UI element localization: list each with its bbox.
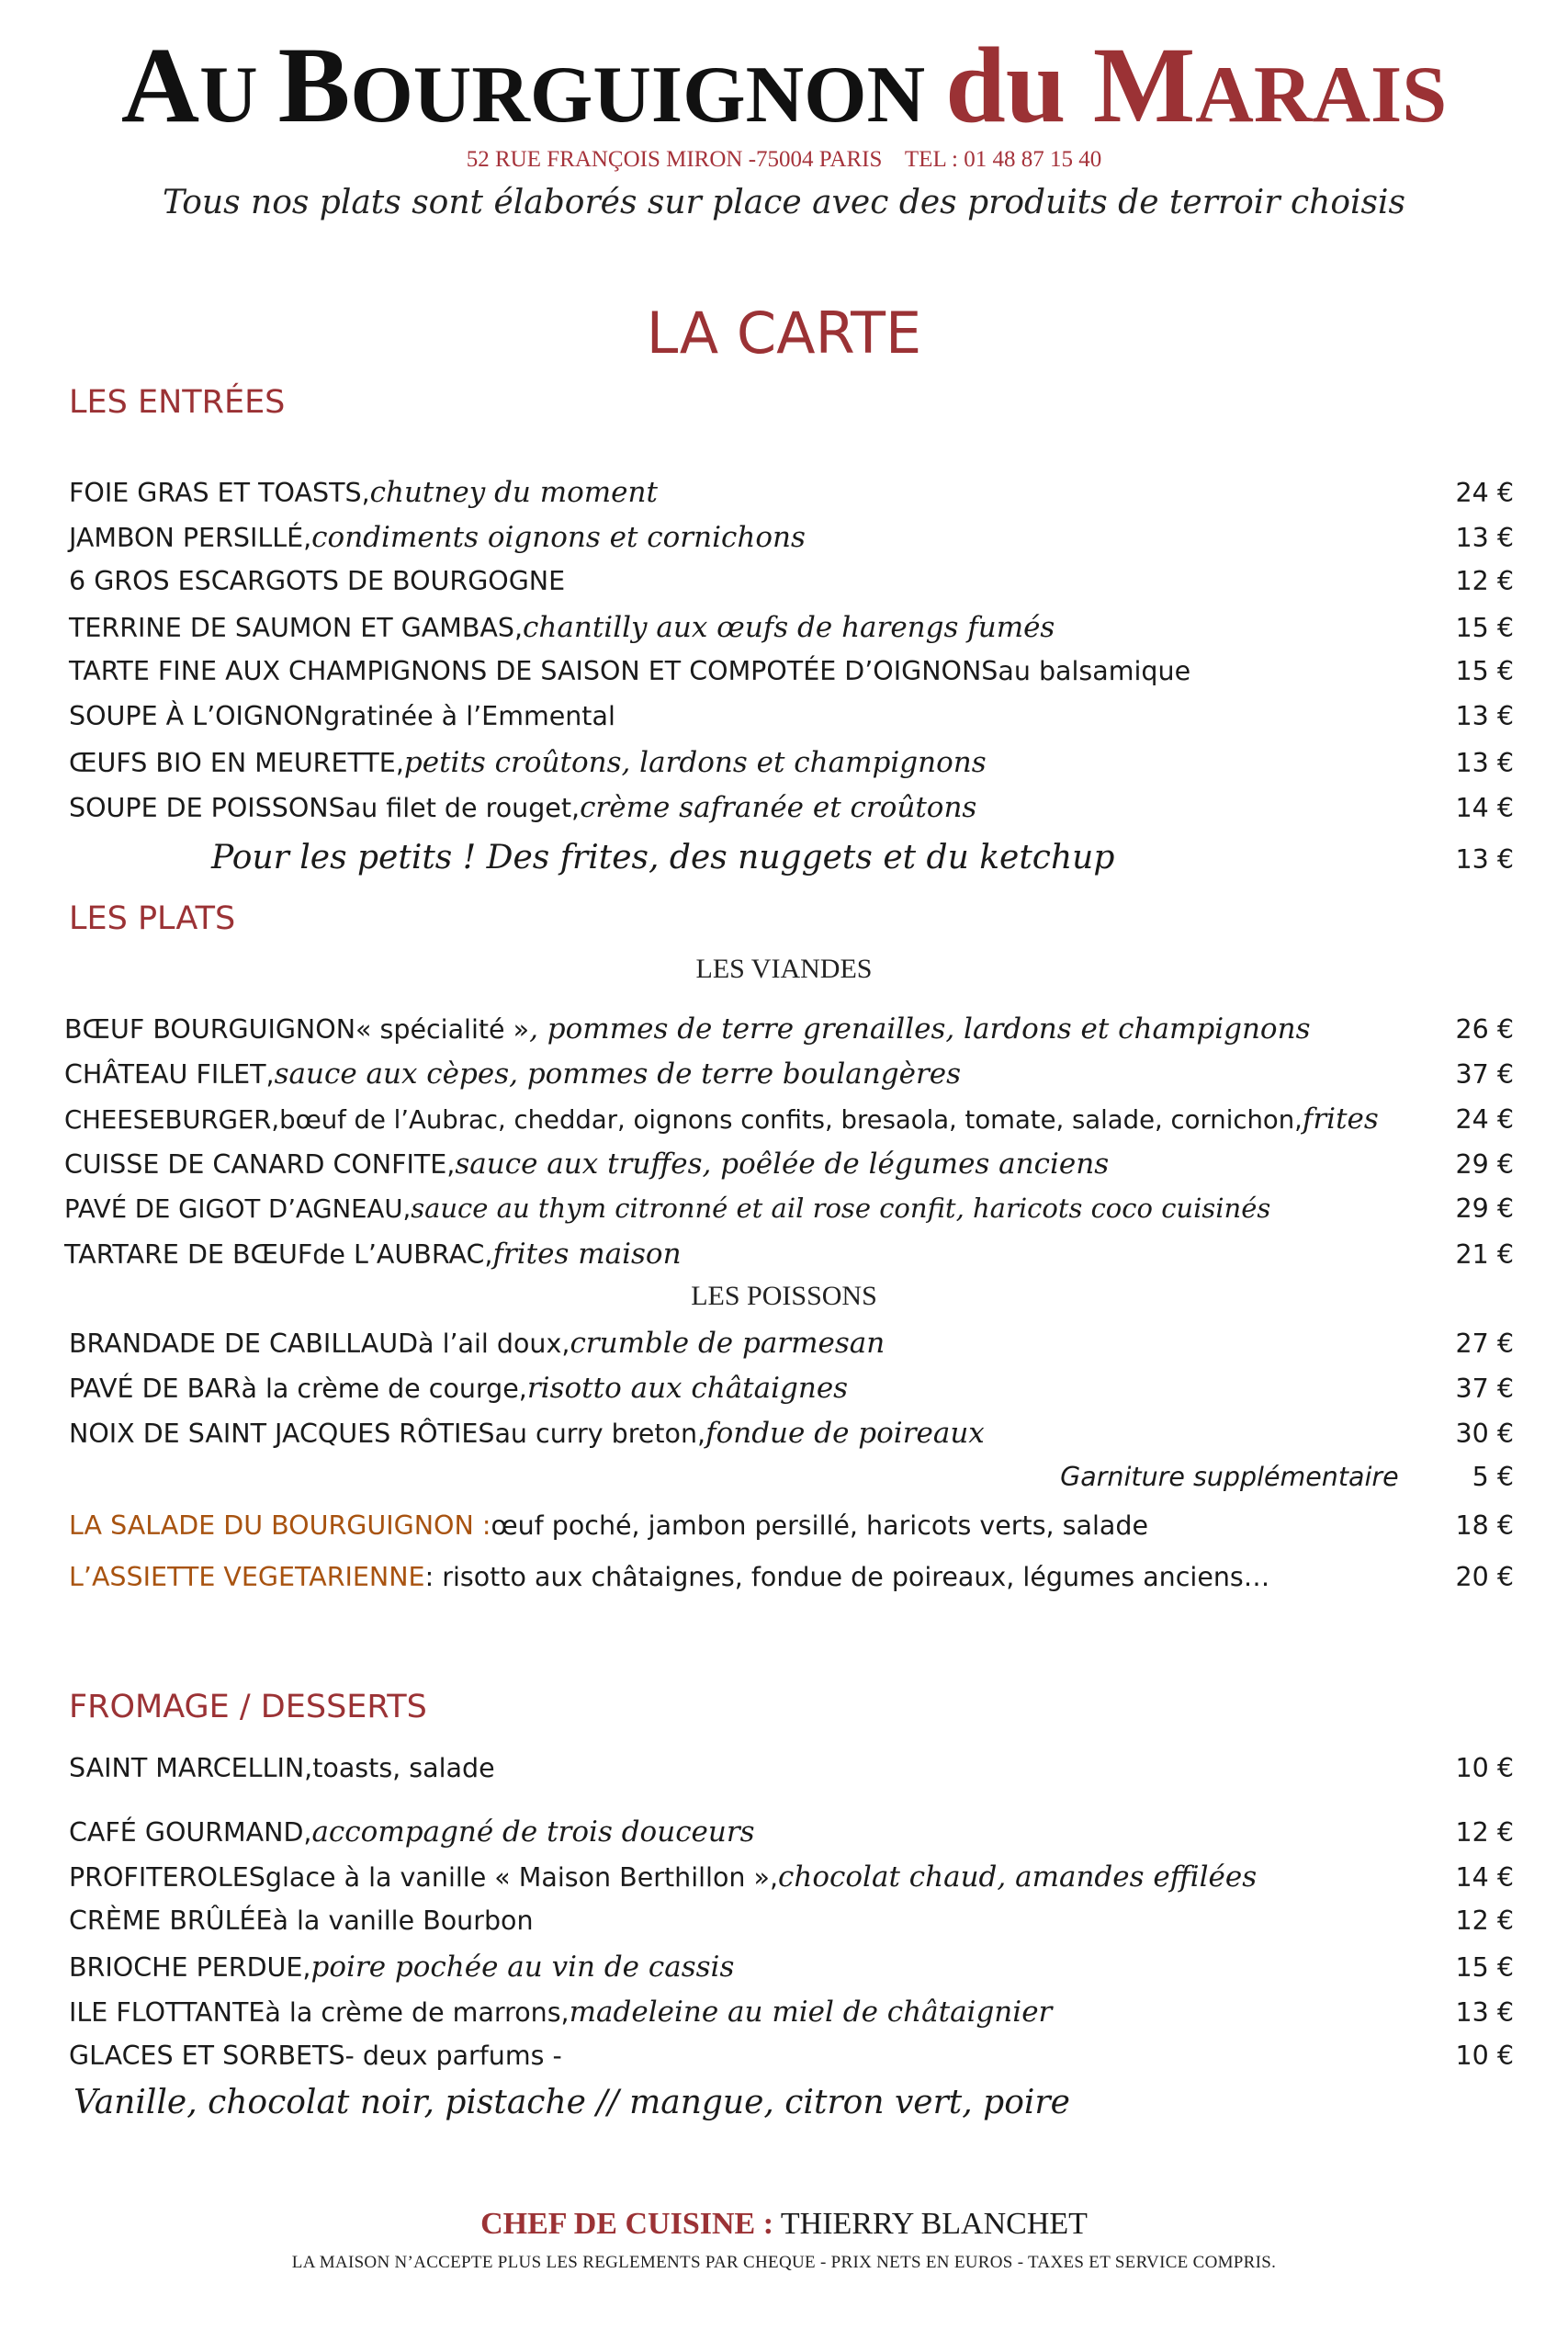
menu-item: BRIOCHE PERDUE, poire pochée au vin de cassis 15 € (69, 1951, 1514, 1984)
chef-credit: CHEF DE CUISINE : THIERRY BLANCHET (480, 2207, 1088, 2241)
glaces-flavors: Vanille, chocolat noir, pistache // mangue, citron vert, poire (73, 2084, 1070, 2121)
section-title-plats: LES PLATS (69, 900, 236, 937)
menu-item: GLACES ET SORBETS - deux parfums - 10 € (69, 2041, 1514, 2071)
menu-item: TARTE FINE AUX CHAMPIGNONS DE SAISON ET COMPOTÉE D’OIGNONS au balsamique 15 € (69, 656, 1514, 686)
menu-item: SOUPE DE POISSONS au filet de rouget, crème safranée et croûtons 14 € (69, 791, 1514, 824)
menu-item: JAMBON PERSILLÉ, condiments oignons et cornichons 13 € (69, 521, 1514, 554)
menu-item: CHEESEBURGER, bœuf de l’Aubrac, cheddar, oignons confits, bresaola, tomate, salade, cornichon, frites 24 € (64, 1102, 1514, 1136)
menu-item: ILE FLOTTANTE à la crème de marrons, madeleine au miel de châtaignier 13 € (69, 1996, 1514, 2029)
menu-item: PROFITEROLES glace à la vanille « Maison Berthillon », chocolat chaud, amandes effilées 14 € (69, 1860, 1514, 1894)
payment-notice: LA MAISON N’ACCEPTE PLUS LES REGLEMENTS PAR CHEQUE - PRIX NETS EN EUROS - TAXES ET SERVICE COMPRIS. (291, 2253, 1277, 2272)
address-phone: 52 RUE FRANÇOIS MIRON -75004 PARIS TEL : 01 48 87 15 40 (466, 147, 1102, 172)
menu-item: 6 GROS ESCARGOTS DE BOURGOGNE 12 € (69, 566, 1514, 596)
subsection-poissons: LES POISSONS (691, 1281, 877, 1311)
menu-item: SAINT MARCELLIN, toasts, salade 10 € (69, 1753, 1514, 1783)
tagline: Tous nos plats sont élaborés sur place avec des produits de terroir choisis (163, 184, 1405, 221)
menu-item: ŒUFS BIO EN MEURETTE, petits croûtons, lardons et champignons 13 € (69, 746, 1514, 779)
menu-item: CUISSE DE CANARD CONFITE, sauce aux truffes, poêlée de légumes anciens 29 € (64, 1148, 1514, 1181)
menu-item: PAVÉ DE BAR à la crème de courge, risotto aux châtaignes 37 € (69, 1372, 1514, 1405)
section-title-desserts: FROMAGE / DESSERTS (69, 1689, 427, 1725)
menu-item-vegetarienne: L’ASSIETTE VEGETARIENNE : risotto aux châtaignes, fondue de poireaux, légumes anciens… 20 € (69, 1562, 1514, 1592)
garniture-supplement: Garniture supplémentaire 5 € (1060, 1462, 1514, 1492)
subsection-viandes: LES VIANDES (695, 954, 873, 984)
menu-item: TARTARE DE BŒUF de L’AUBRAC, frites maison 21 € (64, 1238, 1514, 1271)
restaurant-name: AU BOURGUIGNON du MARAIS (120, 25, 1448, 145)
menu-item: FOIE GRAS ET TOASTS, chutney du moment 24 € (69, 476, 1514, 509)
menu-item: CHÂTEAU FILET, sauce aux cèpes, pommes de terre boulangères 37 € (64, 1057, 1514, 1091)
menu-item: CAFÉ GOURMAND, accompagné de trois douceurs 12 € (69, 1815, 1514, 1849)
menu-item-salade: LA SALADE DU BOURGUIGNON : œuf poché, jambon persillé, haricots verts, salade 18 € (69, 1510, 1514, 1541)
menu-item: PAVÉ DE GIGOT D’AGNEAU, sauce au thym citronné et ail rose confit, haricots coco cuisinés 29 € (64, 1193, 1514, 1224)
menu-item: SOUPE À L’OIGNON gratinée à l’Emmental 13 € (69, 701, 1514, 731)
section-title-entrees: LES ENTRÉES (69, 384, 286, 421)
carte-title: LA CARTE (646, 300, 922, 367)
menu-item: BŒUF BOURGUIGNON « spécialité » , pommes de terre grenailles, lardons et champignons 26 € (64, 1012, 1514, 1046)
menu-item: BRANDADE DE CABILLAUD à l’ail doux, crumble de parmesan 27 € (69, 1327, 1514, 1360)
menu-item: NOIX DE SAINT JACQUES RÔTIES au curry breton, fondue de poireaux 30 € (69, 1417, 1514, 1450)
menu-item: CRÈME BRÛLÉE à la vanille Bourbon 12 € (69, 1905, 1514, 1936)
kids-menu: Pour les petits ! Des frites, des nuggets et du ketchup 13 € (211, 839, 1514, 876)
menu-item: TERRINE DE SAUMON ET GAMBAS, chantilly aux œufs de harengs fumés 15 € (69, 611, 1514, 644)
